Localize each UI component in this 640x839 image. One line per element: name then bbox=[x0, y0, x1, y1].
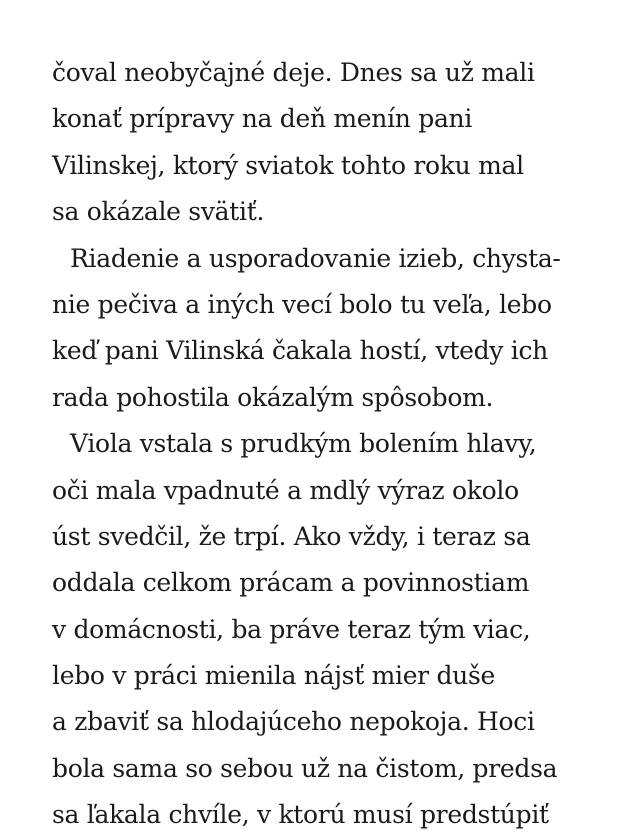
text-line: oddala celkom prácam a povinnostiam bbox=[52, 568, 530, 598]
paragraph-start-line: Viola vstala s prudkým bolením hlavy, bbox=[70, 429, 537, 459]
body-text bbox=[52, 50, 612, 839]
text-line: Vilinskej, ktorý sviatok tohto roku mal bbox=[52, 150, 524, 180]
text-line: sa ľakala chvíle, v ktorú musí predstúpiť bbox=[52, 800, 549, 830]
text-line: lebo v práci mienila nájsť mier duše bbox=[52, 661, 496, 691]
text-line: úst svedčil, že trpí. Ako vždy, i teraz sa bbox=[52, 521, 531, 551]
text-line: a zbaviť sa hlodajúceho nepokoja. Hoci bbox=[52, 707, 535, 737]
text-line: keď pani Vilinská čakala hostí, vtedy ich bbox=[52, 336, 548, 366]
text-line: nie pečiva a iných vecí bolo tu veľa, lebo bbox=[52, 289, 552, 319]
text-line: v domácnosti, ba práve teraz tým viac, bbox=[52, 614, 531, 644]
text-line: konať prípravy na deň menín pani bbox=[52, 104, 473, 134]
text-line: rada pohostila okázalým spôsobom. bbox=[52, 382, 494, 412]
text-line: sa okázale svätiť. bbox=[52, 197, 265, 227]
text-line: bola sama so sebou už na čistom, predsa bbox=[52, 753, 558, 783]
text-line: oči mala vpadnuté a mdlý výraz okolo bbox=[52, 475, 519, 505]
paragraph-start-line: Riadenie a usporadovanie izieb, chysta- bbox=[70, 243, 561, 273]
text-line: čoval neobyčajné deje. Dnes sa už mali bbox=[52, 58, 535, 87]
